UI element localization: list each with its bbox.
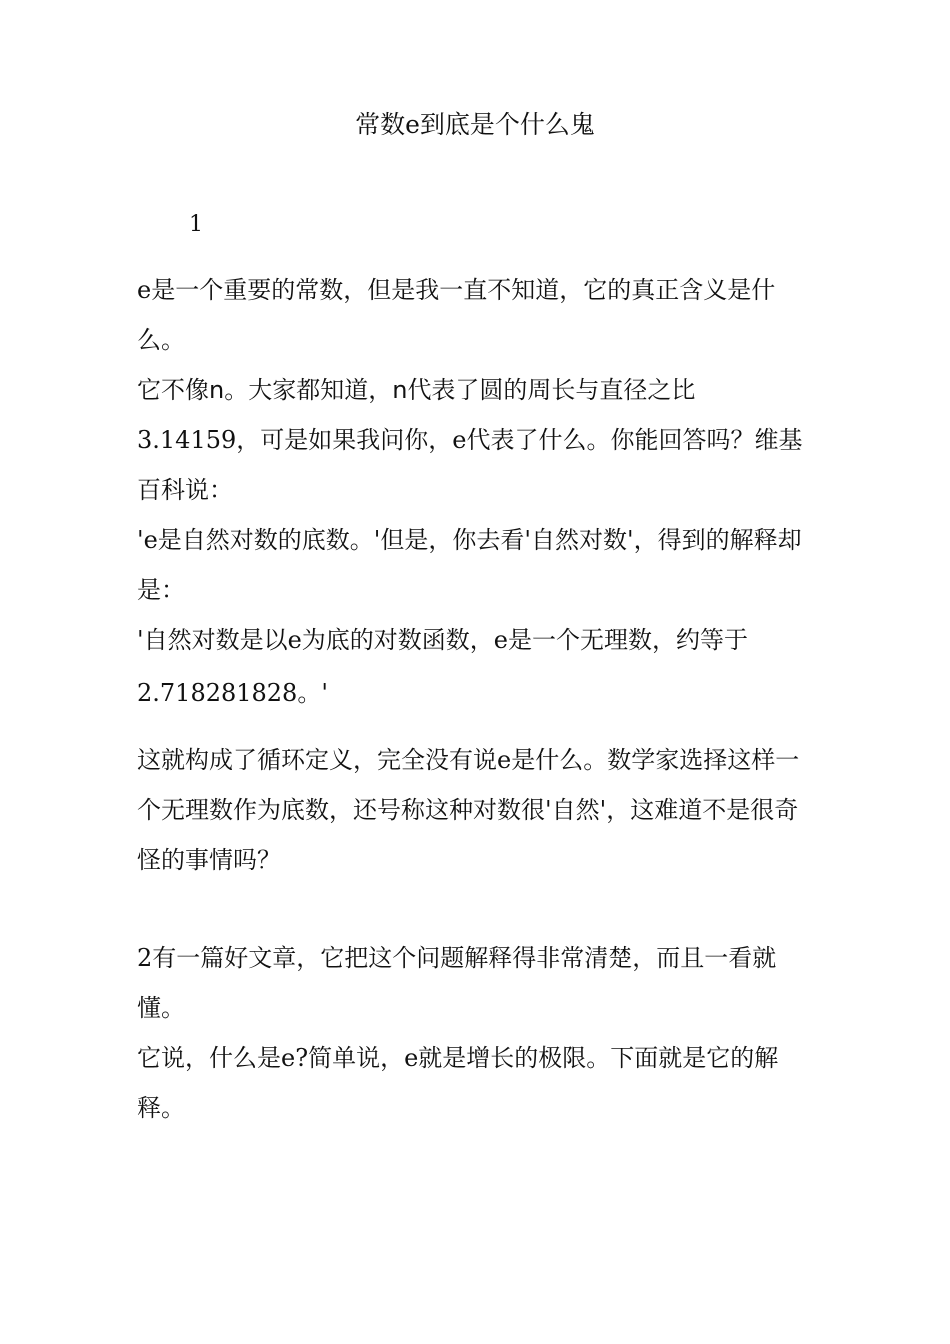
paragraph-7: 2有一篇好文章，它把这个问题解释得非常清楚，而且一看就懂。 bbox=[137, 944, 777, 1022]
pi-symbol-1: n bbox=[209, 376, 225, 404]
paragraph-5: 2.718281828。' bbox=[137, 679, 328, 707]
paragraph-2-text-c: 代表了圆的周长与直径之比3.14159，可是如果我问你，e代表了什么。你能回答吗？维基百科说： bbox=[137, 376, 803, 504]
paragraph-8: 它说，什么是e?简单说，e就是增长的极限。下面就是它的解释。 bbox=[137, 1044, 779, 1122]
paragraph-2-text-a: 它不像 bbox=[137, 376, 209, 404]
paragraph-1: e是一个重要的常数，但是我一直不知道，它的真正含义是什么。 bbox=[137, 276, 776, 354]
paragraph-6: 这就构成了循环定义，完全没有说e是什么。数学家选择这样一个无理数作为底数，还号称这种对数很'自然'，这难道不是很奇怪的事情吗？ bbox=[137, 746, 800, 874]
paragraph-4: '自然对数是以e为底的对数函数，e是一个无理数，约等于 bbox=[137, 626, 749, 654]
document-title: 常数e到底是个什么鬼 bbox=[355, 110, 595, 139]
paragraph-3: 'e是自然对数的底数。'但是，你去看'自然对数'，得到的解释却是： bbox=[137, 526, 802, 604]
paragraph-2-text-b: 。大家都知道， bbox=[224, 376, 393, 404]
section-number: 1 bbox=[189, 212, 203, 237]
pi-symbol-2: n bbox=[392, 376, 408, 404]
paragraph-2 bbox=[137, 365, 817, 515]
